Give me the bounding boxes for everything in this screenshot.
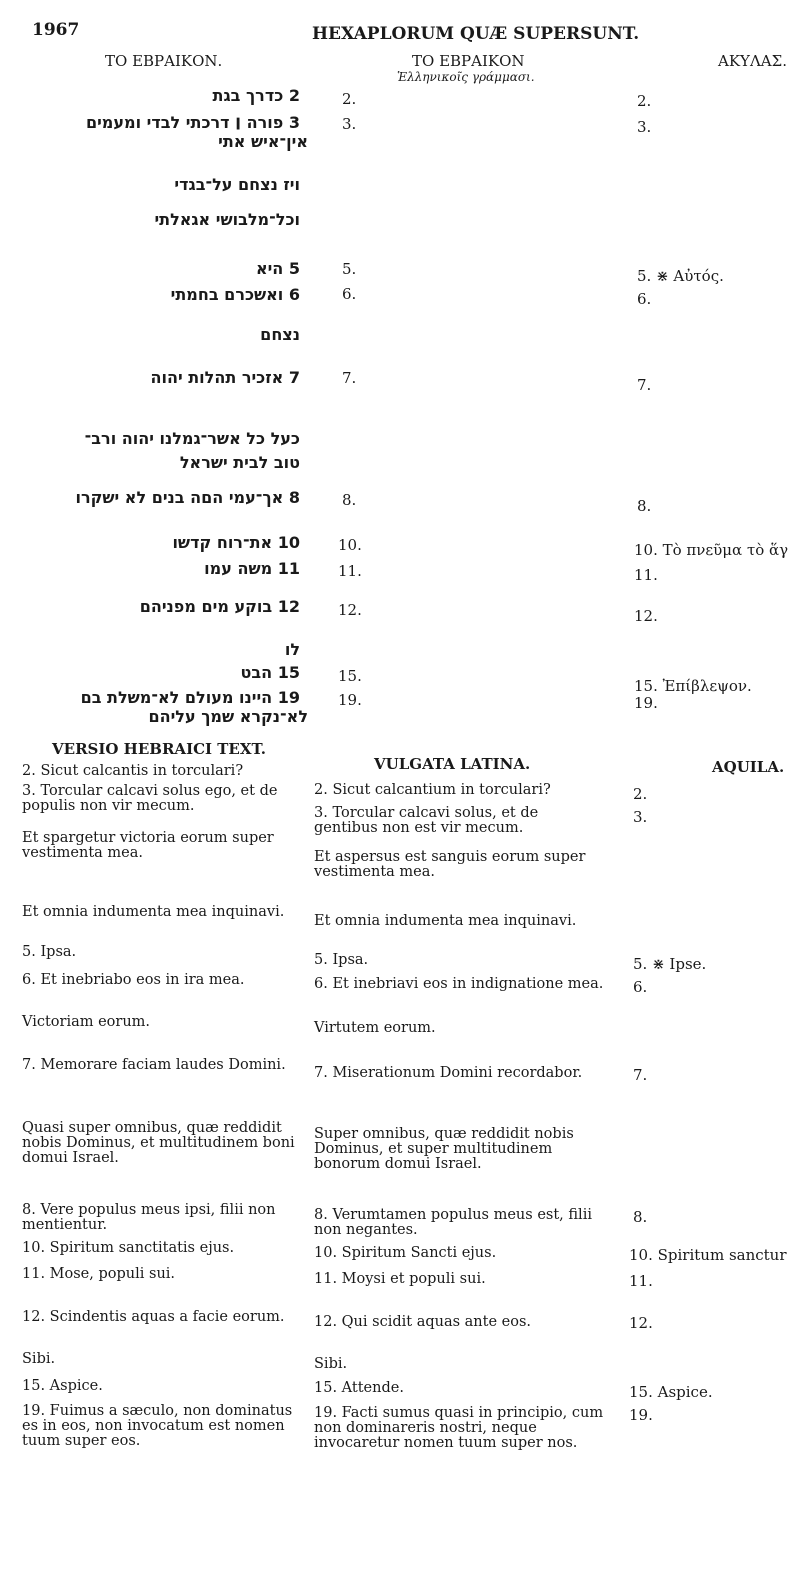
vulgata-entry: 8. Verumtamen populus meus est, filii non negantes.	[314, 1207, 592, 1238]
hebrew-line: לו	[284, 640, 300, 659]
col-head-vulgata: VULGATA LATINA.	[374, 755, 531, 773]
versio-entry: 6. Et inebriabo eos in ira mea.	[22, 972, 245, 988]
aquila-greek-line: 6.	[637, 290, 652, 308]
aquila-greek-line: 11.	[634, 566, 658, 584]
versio-entry: 8. Vere populus meus ipsi, filii non mentientur.	[22, 1202, 276, 1233]
hebrew-line: 2 כדרך בגת	[212, 86, 300, 105]
vulgata-entry: 3. Torcular calcavi solus, et de gentibus non est vir mecum.	[314, 805, 539, 836]
aquila-greek-line: 2.	[637, 92, 652, 110]
versio-entry: Et spargetur victoria eorum super vestimenta mea.	[22, 830, 274, 861]
vulgata-entry: 19. Facti sumus quasi in principio, cum non dominareris nostri, neque invocaretur nomen tuum super nos.	[314, 1405, 604, 1451]
versio-entry: 3. Torcular calcavi solus ego, et de populis non vir mecum.	[22, 783, 278, 814]
hebrew-line: 15 הבט	[240, 663, 300, 682]
vulgata-entry: 15. Attende.	[314, 1380, 404, 1396]
hebrew-line: 5 היא	[255, 259, 300, 278]
hebrew-line: טוב לבית ישראל	[179, 453, 300, 472]
aquila-latin-line: 10. Spiritum sanctur	[629, 1246, 787, 1264]
aquila-latin-line: 6.	[633, 978, 648, 996]
vulgata-entry: Et omnia indumenta mea inquinavi.	[314, 913, 577, 929]
aquila-greek-line: 3.	[637, 118, 652, 136]
hebrew-line: לא־נקרא שמך עליהם	[148, 707, 308, 726]
hebrew-line: 8 אך־עמי הםה בנים לא ישקרו	[75, 488, 300, 507]
aquila-latin-line: 7.	[633, 1066, 648, 1084]
vulgata-entry: 5. Ipsa.	[314, 952, 369, 968]
hebrew-line: אין־איש אתי	[218, 132, 308, 151]
hebrew-line: 11 משה עמו	[204, 559, 300, 578]
hebrew-line: 10 את־רוח קדשו	[172, 533, 300, 552]
aquila-latin-line: 8.	[633, 1208, 648, 1226]
trans-number: 5.	[342, 260, 357, 278]
versio-entry: Sibi.	[22, 1351, 56, 1367]
vulgata-entry: 2. Sicut calcantium in torculari?	[314, 782, 551, 798]
col-head-aquila-greek: ΑΚΥΛΑΣ.	[718, 52, 787, 70]
trans-number: 8.	[342, 491, 357, 509]
trans-number: 12.	[338, 601, 362, 619]
col-head-transliterated: ΤΟ ΕΒΡΑΙΚΟΝ	[412, 52, 525, 70]
vulgata-entry: Et aspersus est sanguis eorum super vestimenta mea.	[314, 849, 586, 880]
trans-number: 15.	[338, 667, 362, 685]
vulgata-entry: 10. Spiritum Sancti ejus.	[314, 1245, 497, 1261]
page-title: HEXAPLORUM QUÆ SUPERSUNT.	[312, 24, 640, 44]
aquila-greek-line: 15. Ἐπίβλεψον.	[634, 677, 752, 695]
versio-entry: 11. Mose, populi sui.	[22, 1266, 176, 1282]
aquila-latin-line: 19.	[629, 1406, 653, 1424]
aquila-greek-line: 19.	[634, 694, 658, 712]
hebrew-line: נצחם	[260, 325, 300, 344]
vulgata-entry: 12. Qui scidit aquas ante eos.	[314, 1314, 532, 1330]
col-subhead-transliterated: Ἑλληνικοῖς γράμμασι.	[397, 70, 535, 84]
versio-entry: Et omnia indumenta mea inquinavi.	[22, 904, 285, 920]
vulgata-entry: 11. Moysi et populi sui.	[314, 1271, 486, 1287]
vulgata-entry: Sibi.	[314, 1356, 348, 1372]
aquila-latin-line: 2.	[633, 785, 648, 803]
versio-entry: Quasi super omnibus, quæ reddidit nobis Dominus, et multitudinem boni domui Israel.	[22, 1120, 295, 1166]
trans-number: 2.	[342, 90, 357, 108]
aquila-greek-line: 7.	[637, 376, 652, 394]
versio-entry: Victoriam eorum.	[22, 1014, 151, 1030]
vulgata-entry: Virtutem eorum.	[314, 1020, 436, 1036]
hebrew-line: וכל־מלבושי אגאלתי	[154, 210, 300, 229]
hebrew-line: 7 אזכיר תהלות יהוה	[150, 368, 300, 387]
hebrew-line: כעל כל אשר־גמלנו יהוה ורב־	[84, 429, 300, 448]
trans-number: 3.	[342, 115, 357, 133]
hebrew-line: 19 היינו מעולם לא־משלת בם	[80, 688, 300, 707]
trans-number: 6.	[342, 285, 357, 303]
trans-number: 19.	[338, 691, 362, 709]
hebrew-line: ויז נצחם על־בגדי	[174, 175, 300, 194]
page-number: 1967	[32, 20, 80, 40]
col-head-aquila-latin: AQUILA.	[712, 758, 785, 776]
versio-entry: 7. Memorare faciam laudes Domini.	[22, 1057, 286, 1073]
aquila-greek-line: 8.	[637, 497, 652, 515]
vulgata-entry: 7. Miserationum Domini recordabor.	[314, 1065, 583, 1081]
col-head-versio: VERSIO HEBRAICI TEXT.	[52, 740, 266, 758]
hebrew-line: 12 בוקע מים מפניהם	[139, 597, 300, 616]
versio-entry: 2. Sicut calcantis in torculari?	[22, 763, 244, 779]
versio-entry: 12. Scindentis aquas a facie eorum.	[22, 1309, 285, 1325]
aquila-greek-line: 12.	[634, 607, 658, 625]
versio-entry: 10. Spiritum sanctitatis ejus.	[22, 1240, 235, 1256]
versio-entry: 19. Fuimus a sæculo, non dominatus es in eos, non invocatum est nomen tuum super eos.	[22, 1403, 293, 1449]
trans-number: 7.	[342, 369, 357, 387]
trans-number: 10.	[338, 536, 362, 554]
versio-entry: 5. Ipsa.	[22, 944, 77, 960]
vulgata-entry: Super omnibus, quæ reddidit nobis Dominus, et super multitudinem bonorum domui Israel.	[314, 1126, 574, 1172]
col-head-hebrew: ΤΟ ΕΒΡΑΙΚΟΝ.	[105, 52, 223, 70]
aquila-latin-line: 11.	[629, 1272, 653, 1290]
aquila-latin-line: 5. ⋇ Ipse.	[633, 955, 707, 973]
aquila-greek-line: 5. ⋇ Αὐτός.	[637, 267, 724, 285]
versio-entry: 15. Aspice.	[22, 1378, 103, 1394]
trans-number: 11.	[338, 562, 362, 580]
aquila-latin-line: 15. Aspice.	[629, 1383, 713, 1401]
vulgata-entry: 6. Et inebriavi eos in indignatione mea.	[314, 976, 604, 992]
aquila-latin-line: 3.	[633, 808, 648, 826]
aquila-latin-line: 12.	[629, 1314, 653, 1332]
aquila-greek-line: 10. Τὸ πνεῦμα τὸ ἅγ	[634, 541, 789, 559]
hebrew-line: 6 ואשכרם בחמתי	[170, 285, 300, 304]
hebrew-line: 3 פורה ׀ דרכתי לבדי ומעמים	[85, 113, 300, 132]
